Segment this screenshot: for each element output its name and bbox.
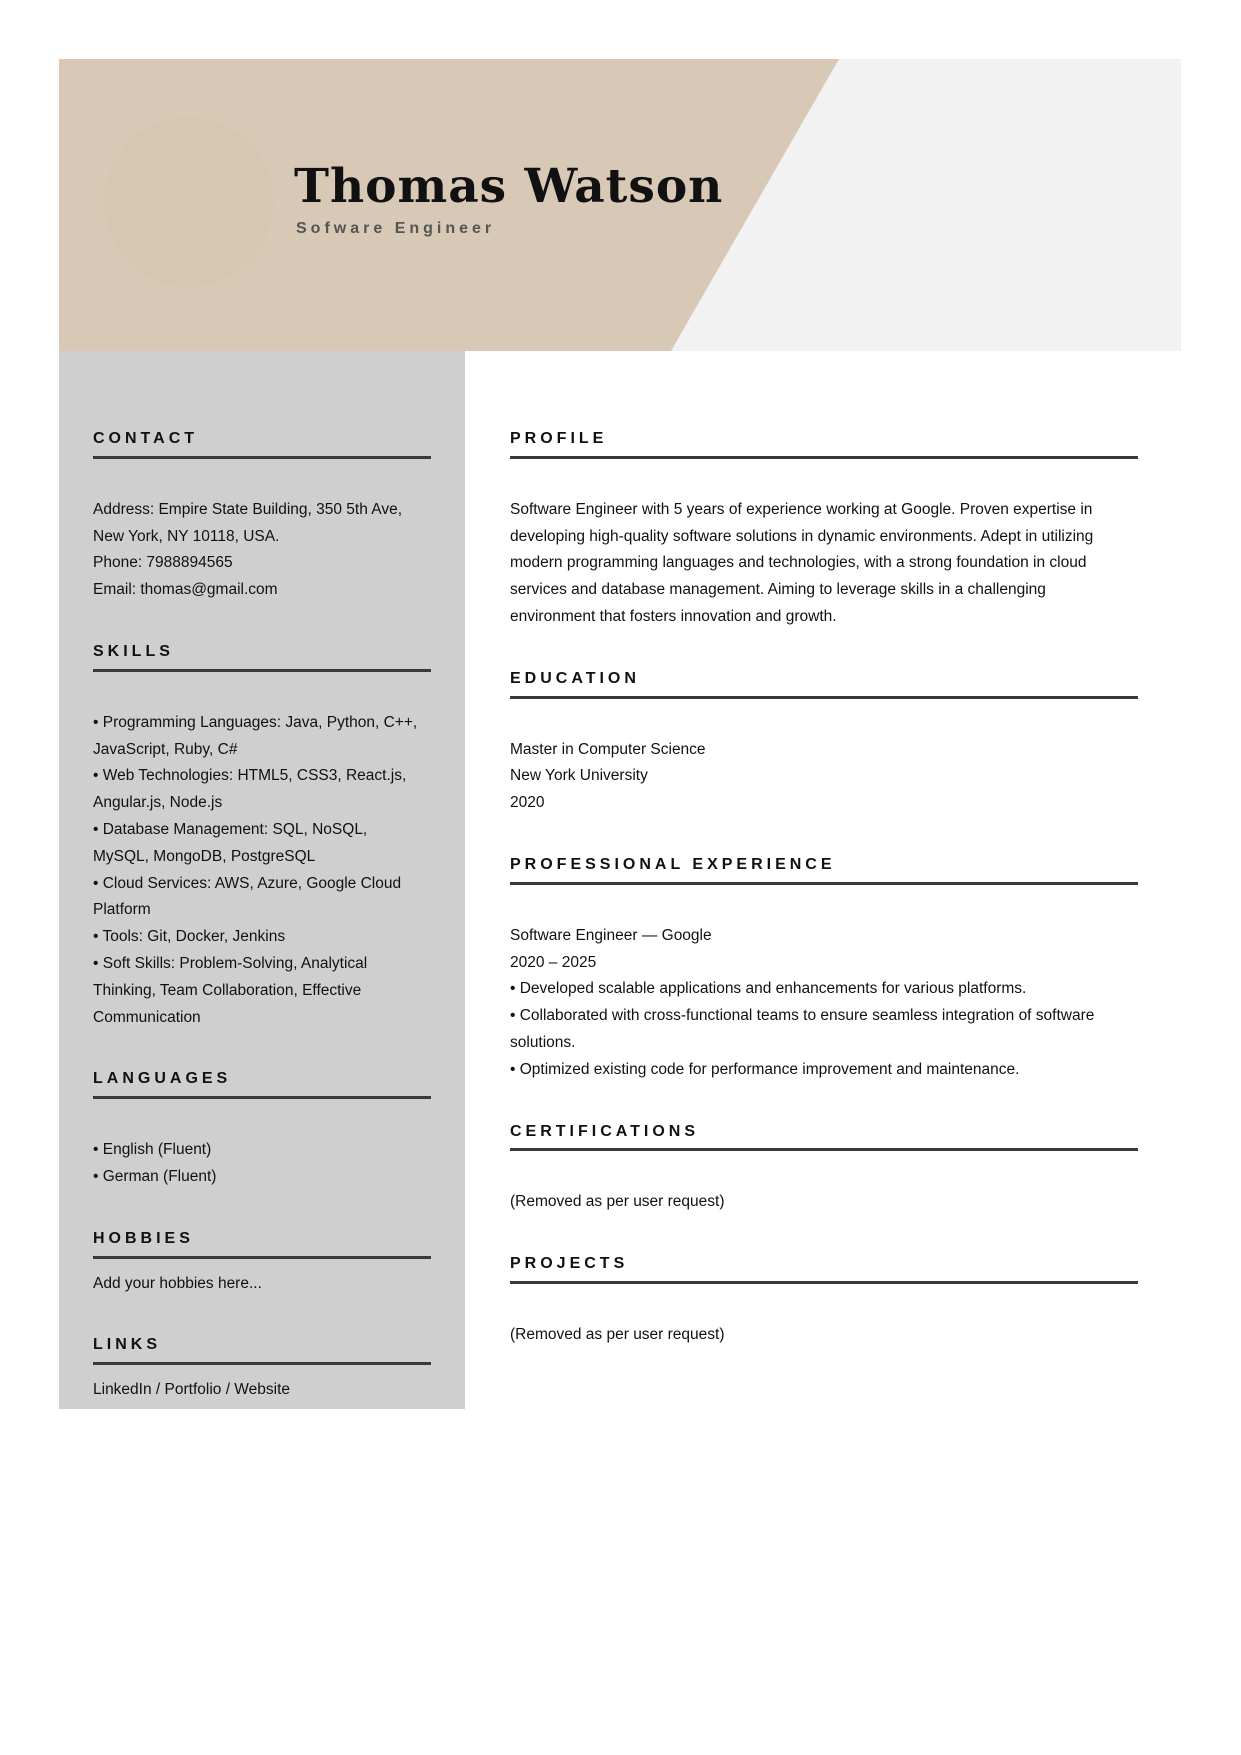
skills-line: • Web Technologies: HTML5, CSS3, React.js, — [93, 767, 407, 785]
contact-address-line-1: Address: Empire State Building, 350 5th Ave, — [93, 500, 403, 518]
contact-email: Email: thomas@gmail.com — [93, 581, 278, 599]
hobbies-section — [93, 1229, 431, 1298]
links-heading: LINKS — [93, 1335, 431, 1365]
resume-sidebar — [59, 351, 465, 1409]
profile-photo-placeholder — [104, 117, 274, 287]
skills-line: • Soft Skills: Problem-Solving, Analytical — [93, 954, 368, 972]
projects-details — [510, 1322, 1138, 1349]
languages-section — [93, 1069, 431, 1190]
experience-role: Software Engineer — Google — [510, 926, 712, 944]
experience-bullet: solutions. — [510, 1033, 576, 1051]
profile-line: environment that fosters innovation and growth. — [510, 607, 837, 625]
candidate-job-title: Sofware Engineer — [296, 220, 496, 237]
experience-section — [510, 855, 1138, 1084]
skills-line: • Tools: Git, Docker, Jenkins — [93, 928, 286, 946]
links-line: LinkedIn / Portfolio / Website — [93, 1381, 291, 1399]
education-school: New York University — [510, 767, 648, 785]
links-text — [93, 1377, 431, 1404]
contact-address-line-2: New York, NY 10118, USA. — [93, 527, 280, 545]
language-item: • English (Fluent) — [93, 1141, 212, 1159]
experience-heading: PROFESSIONAL EXPERIENCE — [510, 855, 1138, 885]
hobbies-line: Add your hobbies here... — [93, 1274, 262, 1292]
projects-section — [510, 1254, 1138, 1349]
hobbies-heading: HOBBIES — [93, 1229, 431, 1259]
experience-bullet: • Optimized existing code for performance improvement and maintenance. — [510, 1060, 1020, 1078]
profile-heading: PROFILE — [510, 429, 1138, 459]
candidate-name: Thomas Watson — [294, 159, 724, 214]
education-heading: EDUCATION — [510, 669, 1138, 699]
skills-line: JavaScript, Ruby, C# — [93, 740, 238, 758]
skills-line: Angular.js, Node.js — [93, 794, 223, 812]
education-details — [510, 737, 1138, 817]
hobbies-text — [93, 1271, 431, 1298]
experience-details — [510, 923, 1138, 1084]
experience-bullet: • Developed scalable applications and enhancements for various platforms. — [510, 980, 1027, 998]
skills-heading: SKILLS — [93, 642, 431, 672]
sidebar-content — [93, 429, 431, 1442]
education-degree: Master in Computer Science — [510, 740, 706, 758]
certifications-details — [510, 1189, 1138, 1216]
profile-section — [510, 429, 1138, 631]
contact-phone: Phone: 7988894565 — [93, 554, 233, 572]
skills-line: Communication — [93, 1008, 201, 1026]
education-year: 2020 — [510, 794, 545, 812]
languages-list — [93, 1137, 431, 1191]
education-section — [510, 669, 1138, 817]
skills-line: Thinking, Team Collaboration, Effective — [93, 981, 362, 999]
projects-line: (Removed as per user request) — [510, 1325, 725, 1343]
skills-line: MySQL, MongoDB, PostgreSQL — [93, 847, 316, 865]
resume-main-content — [510, 429, 1138, 1387]
certifications-section — [510, 1122, 1138, 1217]
certifications-line: (Removed as per user request) — [510, 1193, 725, 1211]
profile-summary — [510, 497, 1138, 631]
skills-list — [93, 710, 431, 1032]
experience-bullet: • Collaborated with cross-functional teams to ensure seamless integration of software — [510, 1007, 1095, 1025]
skills-line: Platform — [93, 901, 151, 919]
certifications-heading: CERTIFICATIONS — [510, 1122, 1138, 1152]
projects-heading: PROJECTS — [510, 1254, 1138, 1284]
experience-dates: 2020 – 2025 — [510, 953, 597, 971]
profile-line: modern programming languages and technologies, with a strong foundation in cloud — [510, 554, 1087, 572]
resume-header — [59, 59, 1181, 351]
profile-line: Software Engineer with 5 years of experience working at Google. Proven expertise in — [510, 500, 1093, 518]
skills-section — [93, 642, 431, 1031]
contact-heading: CONTACT — [93, 429, 431, 459]
skills-line: • Cloud Services: AWS, Azure, Google Cloud — [93, 874, 402, 892]
profile-line: developing high-quality software solutions in dynamic environments. Adept in utilizing — [510, 527, 1094, 545]
languages-heading: LANGUAGES — [93, 1069, 431, 1099]
contact-details — [93, 497, 431, 604]
skills-line: • Database Management: SQL, NoSQL, — [93, 820, 368, 838]
profile-line: services and database management. Aiming to leverage skills in a challenging — [510, 581, 1046, 599]
language-item: • German (Fluent) — [93, 1167, 217, 1185]
contact-section — [93, 429, 431, 604]
skills-line: • Programming Languages: Java, Python, C++, — [93, 713, 418, 731]
links-section — [93, 1335, 431, 1404]
